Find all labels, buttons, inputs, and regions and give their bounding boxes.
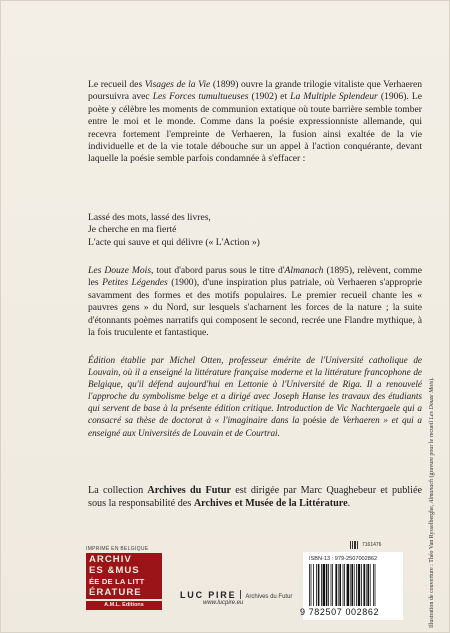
second-text: (1895), relèvent, comme les: [88, 265, 422, 289]
barcode-bar: [309, 564, 310, 606]
barcode-bar: [350, 564, 351, 606]
collection-text: .: [347, 498, 351, 510]
ean-number: 9 782507 002862: [300, 607, 380, 617]
barcode-bars: [309, 564, 399, 606]
barcode-bar: [351, 564, 353, 606]
intro-text: (1899) ouvre la grande trilogie vitaliste que Verhaeren poursuivra avec: [88, 79, 423, 103]
barcode-bar: [347, 564, 349, 606]
second-text: , tout d'abord parus sous le titre d': [151, 265, 285, 276]
edition-text: de Verhaeren » et qui a enseigné aux Universités de Louvain et de Courtrai.: [88, 415, 422, 438]
barcode-bar: [332, 564, 333, 606]
barcode-bar: [343, 564, 344, 606]
barcode-bar: [354, 564, 355, 606]
collection-note: [88, 484, 422, 510]
barcode-bar: [311, 564, 312, 606]
barcode-bar: [366, 564, 367, 606]
barcode-bar: [338, 564, 339, 606]
barcode-bar: [373, 564, 374, 606]
aml-logo-line: ARCHIV: [89, 554, 132, 565]
luc-pire-logo: LUC PIRE: [180, 590, 237, 600]
barcode-bar: [318, 564, 320, 606]
intro-text: (1902) et: [248, 91, 291, 103]
barcode-bar: [313, 564, 314, 606]
edition-text: Édition établie par Michel Otten, professeur émérite de l'Université catholique de Louvain, où il a enseigné la littérature française moderne et la littérature francophone de Belgique, qu'il défend aujourd'hui en Lettonie à l'Université de Riga. Il a renouvelé l'approche du symbolisme belge et a dirigé avec Joseph Hanse les travaux des étudiants qui servent de base à la présente édition critique. Introduction de Vic Nachtergaele qui a consacré sa thèse de doctorat à « l'imaginaire dans la: [88, 355, 422, 426]
aml-logo-line: ES &MUS: [89, 565, 140, 576]
barcode-bar: [361, 564, 362, 606]
intro-text: Le recueil des: [88, 79, 145, 90]
edition-note: [88, 354, 422, 439]
second-text: (1900), d'une inspiration plus patriale, où Verhaeren s'approprie savamment des formes et des motifs populaires. Le premier recueil chante les « pauvres gens » du Nord, sur lesquels s'acharnent les forces de la nature ; la suite d'étonnants poèmes narratifs qui composent le second, recrée une Flandre mythique, à la fois truculente et fantastique.: [88, 277, 422, 339]
poem-line: L'acte qui sauve et qui délivre (« L'Action »): [88, 236, 260, 248]
collection-text: La collection: [88, 485, 148, 496]
title-forces: Les Forces tumultueuses: [152, 91, 249, 103]
isbn-label: ISBN-13 : 979-2507002862: [309, 556, 378, 562]
title-petites-legendes: Petites Légendes: [102, 277, 168, 289]
aml-logo-line: ÉE DE LA LITT: [89, 577, 145, 586]
barcode-bar: [335, 564, 337, 606]
poem-line: Je cherche en ma fierté: [88, 224, 177, 236]
institution-name: Archives et Musée de la Littérature: [193, 498, 348, 510]
barcode-bar: [339, 564, 341, 606]
barcode-bar: [328, 564, 329, 606]
barcode-bar: [375, 564, 376, 606]
barcode-bar: [358, 564, 360, 606]
intro-text: (1906). Le poète y célèbre les moments de communion extatique où toute barrière semble tomber entre le moi et le monde. Comme dans la poésie expressionniste allemande, qui recevra fortement l'empreinte de Verhaeren, la fusion ainsi exaltée de la vie individuelle et de la vie totale débouche sur un appel à l'action conquérante, devant laquelle la poésie semble parfois condamnée à s'effacer :: [88, 91, 422, 165]
barcode-bar: [367, 564, 369, 606]
barcode-bar: [331, 564, 332, 606]
aml-editions-label: A.M.L. Editions: [86, 601, 162, 610]
series-label: Archives du Futur: [245, 594, 293, 600]
barcode-bar: [370, 564, 371, 606]
intro-paragraph: [88, 79, 422, 166]
barcode-bar: [321, 564, 322, 606]
aml-logo: [86, 553, 162, 599]
credit-text: Illustration de couverture : Théo Van Rysselberghe,: [429, 503, 435, 628]
printed-in-belgium: IMPRIMÉ EN BELGIQUE: [86, 546, 149, 552]
title-douze-mois: Les Douze Mois: [88, 265, 152, 276]
cover-illustration-credit: [429, 377, 435, 628]
title-visages: Visages de la Vie: [144, 79, 211, 90]
title-splendeur: La Multiple Splendeur: [290, 91, 378, 103]
collection-text: est dirigée par Marc Quaghebeur et publiée sous la responsabilité des: [88, 485, 422, 510]
publisher-url: www.lucpire.eu: [203, 600, 244, 606]
barcode-bar: [323, 564, 325, 606]
barcode-bar: [356, 564, 357, 606]
credit-title: Les Douze Mois: [429, 380, 435, 420]
barcode-bar: [344, 564, 345, 606]
price-code: 7161476: [362, 542, 382, 548]
barcode-bar: [316, 564, 317, 606]
barcode-bar: [326, 564, 328, 606]
credit-text: (gravure pour le recueil: [429, 419, 435, 479]
edition-text: poésie: [302, 415, 327, 426]
title-almanach: Almanach: [284, 265, 324, 276]
separator: [240, 590, 241, 599]
aml-logo-line: ÉRATURE: [89, 587, 142, 598]
credit-title: Almanach: [429, 478, 435, 504]
poem-quote: [88, 212, 260, 249]
barcode-bar: [363, 564, 365, 606]
second-paragraph: [88, 265, 422, 339]
credit-text: ).: [429, 377, 435, 381]
collection-name: Archives du Futur: [147, 485, 232, 496]
poem-line: Lassé des mots, lassé des livres,: [88, 212, 211, 223]
price-code-bars: [350, 540, 360, 550]
